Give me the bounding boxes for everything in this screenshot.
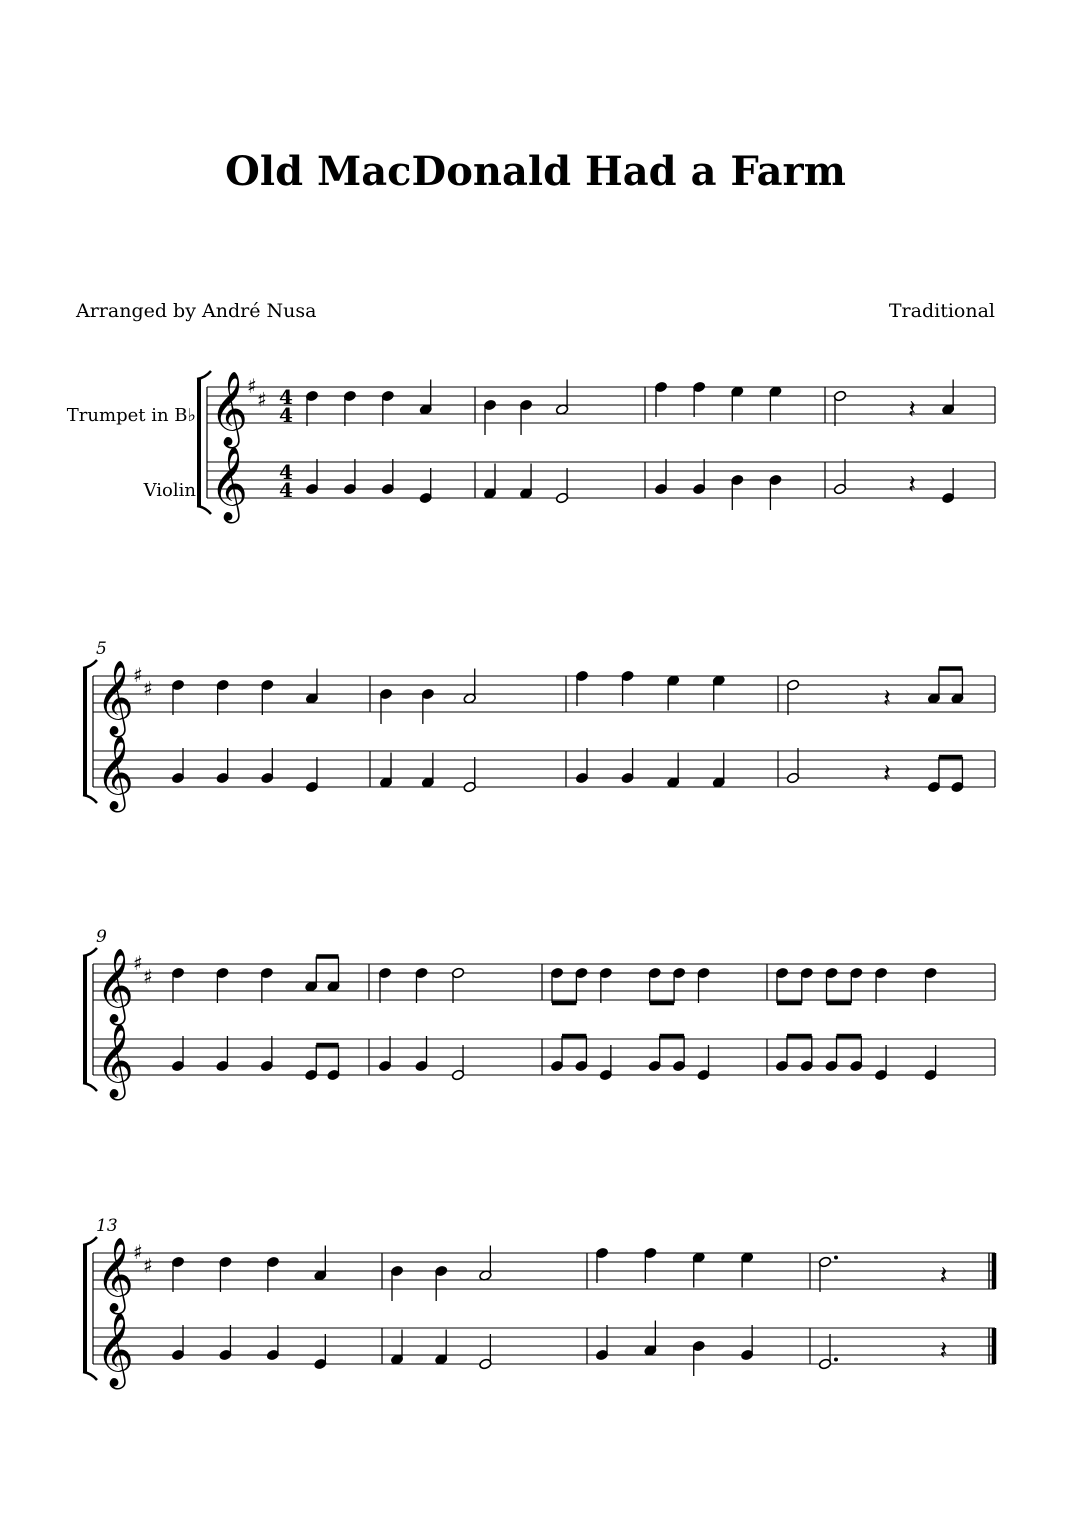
time-signature-top: 4 bbox=[279, 460, 293, 484]
quarter-rest: 𝄽 bbox=[939, 1261, 948, 1291]
bracket-hook bbox=[83, 795, 97, 803]
augmentation-dot bbox=[834, 1358, 838, 1362]
composer-credit: Traditional bbox=[888, 300, 995, 322]
key-signature-sharp: ♯ bbox=[133, 1240, 143, 1264]
score-title: Old MacDonald Had a Farm bbox=[225, 148, 846, 195]
treble-clef-violin: 𝄞 bbox=[96, 1313, 134, 1387]
time-signature-top: 4 bbox=[279, 385, 293, 409]
arranger-credit: Arranged by André Nusa bbox=[76, 300, 317, 322]
treble-clef-violin: 𝄞 bbox=[96, 1024, 134, 1098]
key-signature-sharp: ♯ bbox=[133, 951, 143, 975]
augmentation-dot bbox=[834, 1256, 838, 1260]
key-signature-sharp: ♯ bbox=[143, 964, 153, 989]
measure-number: 5 bbox=[96, 639, 107, 659]
time-signature-bottom: 4 bbox=[279, 403, 293, 427]
measure-number: 9 bbox=[96, 927, 107, 947]
bracket-hook bbox=[197, 371, 211, 379]
key-signature-sharp: ♯ bbox=[133, 663, 143, 687]
quarter-rest: 𝄽 bbox=[908, 395, 917, 425]
bracket-hook bbox=[197, 506, 211, 514]
key-signature-sharp: ♯ bbox=[143, 676, 153, 701]
time-signature-bottom: 4 bbox=[279, 478, 293, 502]
bracket-hook bbox=[83, 660, 97, 668]
treble-clef-trumpet: 𝄞 bbox=[96, 949, 134, 1023]
key-signature-sharp: ♯ bbox=[247, 374, 257, 398]
quarter-rest: 𝄽 bbox=[882, 684, 891, 714]
quarter-rest: 𝄽 bbox=[882, 759, 891, 789]
treble-clef-trumpet: 𝄞 bbox=[210, 372, 248, 446]
bracket-hook bbox=[83, 948, 97, 956]
instrument-label-trumpet: Trumpet in B♭ bbox=[66, 405, 196, 426]
key-signature-sharp: ♯ bbox=[257, 387, 267, 412]
treble-clef-trumpet: 𝄞 bbox=[96, 1238, 134, 1312]
bracket-hook bbox=[83, 1372, 97, 1380]
key-signature-sharp: ♯ bbox=[143, 1253, 153, 1278]
treble-clef-violin: 𝄞 bbox=[96, 736, 134, 810]
treble-clef-trumpet: 𝄞 bbox=[96, 661, 134, 735]
measure-number: 13 bbox=[96, 1216, 118, 1236]
bracket-hook bbox=[83, 1237, 97, 1245]
quarter-rest: 𝄽 bbox=[939, 1336, 948, 1366]
instrument-label-violin: Violin bbox=[143, 480, 196, 501]
treble-clef-violin: 𝄞 bbox=[210, 447, 248, 521]
bracket-hook bbox=[83, 1083, 97, 1091]
quarter-rest: 𝄽 bbox=[908, 470, 917, 500]
